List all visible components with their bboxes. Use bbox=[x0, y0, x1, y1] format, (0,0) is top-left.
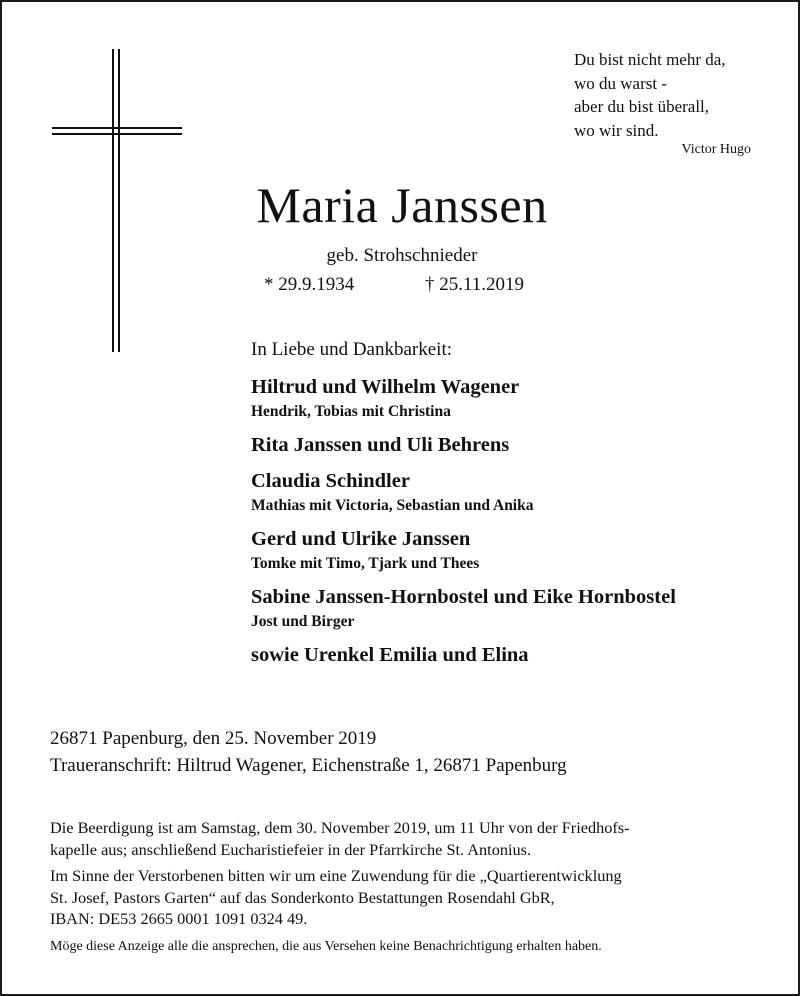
place-address bbox=[50, 725, 567, 779]
family-main: Sabine Janssen-Hornbostel und Eike Hornbostel bbox=[251, 586, 676, 608]
place-date: 26871 Papenburg, den 25. November 2019 bbox=[50, 728, 377, 749]
family-main: Gerd und Ulrike Janssen bbox=[251, 528, 471, 550]
family-sub: Jost und Birger bbox=[251, 613, 355, 630]
family-intro: In Liebe und Dankbarkeit: bbox=[251, 339, 453, 360]
family-group bbox=[251, 468, 791, 517]
donation-line: IBAN: DE53 2665 0001 1091 0324 49. bbox=[50, 909, 308, 928]
quote-line: aber du bist überall, bbox=[574, 97, 710, 116]
donation-line: St. Josef, Pastors Garten“ auf das Sonderkonto Bestattungen Rosendahl GbR, bbox=[50, 887, 555, 907]
donation-line: Im Sinne der Verstorbenen bitten wir um eine Zuwendung für die „Quartierentwicklung bbox=[50, 866, 622, 885]
family-group bbox=[251, 374, 791, 423]
family-sub: Hendrik, Tobias mit Christina bbox=[251, 403, 451, 420]
deceased-name: Maria Janssen bbox=[256, 177, 548, 233]
mourning-address: Traueranschrift: Hiltrud Wagener, Eichenstraße 1, 26871 Papenburg bbox=[50, 755, 567, 776]
family-group bbox=[251, 432, 791, 459]
family-main: sowie Urenkel Emilia und Elina bbox=[251, 644, 529, 666]
burial-info bbox=[50, 817, 760, 930]
quote-line: Du bist nicht mehr da, bbox=[574, 50, 726, 69]
family-main: Rita Janssen und Uli Behrens bbox=[251, 434, 510, 456]
burial-line: kapelle aus; anschließend Eucharistiefeier in der Pfarrkirche St. Antonius. bbox=[50, 839, 532, 859]
family-sub: Tomke mit Timo, Tjark und Thees bbox=[251, 555, 480, 572]
family-list bbox=[251, 374, 791, 669]
family-sub: Mathias mit Victoria, Sebastian und Anika bbox=[251, 497, 534, 514]
family-main: Claudia Schindler bbox=[251, 470, 410, 492]
burial-line: Die Beerdigung ist am Samstag, dem 30. November 2019, um 11 Uhr von der Friedhofs- bbox=[50, 818, 630, 837]
quote-line: wo du warst - bbox=[574, 73, 668, 93]
death-date: † 25.11.2019 bbox=[425, 274, 525, 295]
family-group bbox=[251, 642, 791, 669]
born-name: geb. Strohschnieder bbox=[326, 245, 478, 266]
footnote: Möge diese Anzeige alle die ansprechen, die aus Versehen keine Benachrichtigung erhalten haben. bbox=[50, 939, 602, 954]
family-group bbox=[251, 584, 791, 633]
quote bbox=[574, 48, 784, 142]
family-main: Hiltrud und Wilhelm Wagener bbox=[251, 376, 520, 398]
family-group bbox=[251, 526, 791, 575]
quote-author: Victor Hugo bbox=[681, 142, 751, 157]
quote-line: wo wir sind. bbox=[574, 120, 659, 140]
birth-date: * 29.9.1934 bbox=[264, 274, 355, 295]
